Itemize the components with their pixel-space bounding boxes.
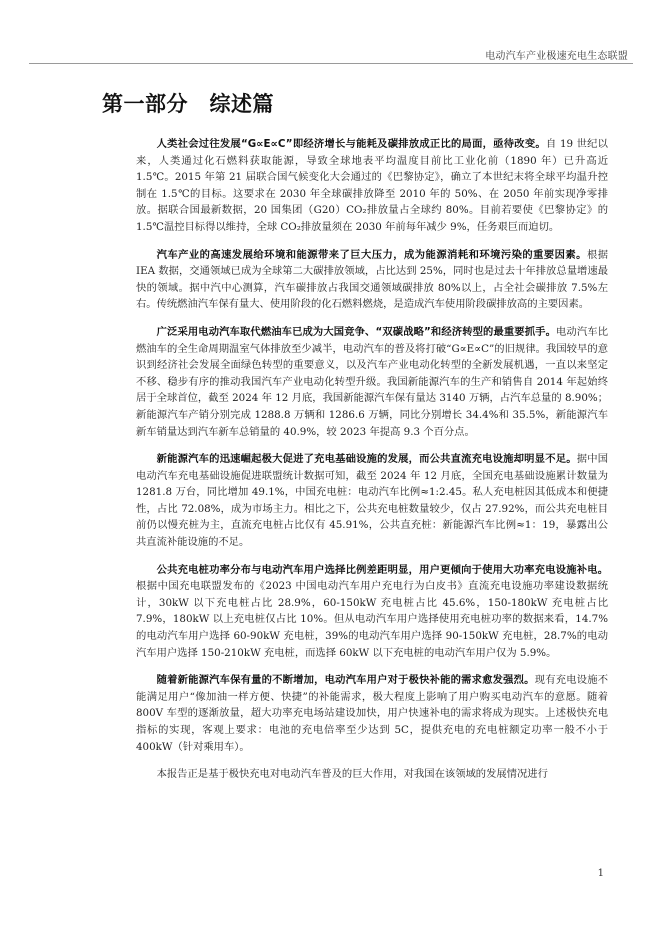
body-text (136, 136, 608, 794)
paragraph-body: 本报告正是基于极快充电对电动汽车普及的巨大作用，对我国在该领域的发展情况进行 (156, 768, 548, 781)
page-number: 1 (597, 868, 604, 879)
paragraph-fast-charging-demand (136, 672, 608, 755)
paragraph-charger-power (136, 562, 608, 662)
paragraph-body: 现有充电设施不能满足用户“像加油一样方便、快捷”的补能需求，极大程度上影响了用户购买电动汽车的意愿。随着 800V 车型的逐渐放量，超大功率充电场站建设加快，用户快速补电的需求将成为现实。上述极快充电指标的实现，客观上要求：电池的充电倍率至少达到 5C，提供充电的充电桩额定功率一般不小于 400kW（针对乘用车）。 (136, 674, 609, 753)
paragraph-lead: 人类社会过往发展“G∝E∝C”即经济增长与能耗及碳排放成正比的局面，亟待改变。 (156, 138, 546, 150)
paragraph-lead: 广泛采用电动汽车取代燃油车已成为大国竞争、“双碳战略”和经济转型的最重要抓手。 (156, 325, 556, 338)
paragraph-lead: 公共充电桩功率分布与电动汽车用户选择比例差距明显，用户更倾向于使用大功率充电设施补电。 (156, 563, 608, 576)
running-header: 电动汽车产业极速充电生态联盟 (485, 51, 628, 62)
paragraph-lead: 汽车产业的高速发展给环境和能源带来了巨大压力，成为能源消耗和环境污染的重要因素。 (156, 248, 587, 261)
paragraph-lead: 新能源汽车的迅速崛起极大促进了充电基础设施的发展，而公共直流充电设施却明显不足。 (156, 453, 577, 466)
paragraph-body: 根据中国充电联盟发布的《2023 中国电动汽车用户充电行为白皮书》直流充电设施功率建设数据统计，30kW 以下充电桩占比 28.9%，60-150kW 充电桩占比 45.6%，150-180kW 充电桩占比 7.9%，180kW 以上充电桩仅占比 10%。但从电动汽车用户选择使用充电桩功率的数据来看，14.7%的电动汽车用户选择 60-90kW 充电桩，39%的电动汽车用户选择 90-150kW 充电桩，28.7%的电动汽车用户选择 150-210kW 充电桩，而选择 60kW 以下充电桩的电动汽车用户仅为 5.9%。 (136, 580, 608, 659)
paragraph-body: 自 19 世纪以来，人类通过化石燃料获取能源，导致全球地表平均温度目前比工业化前（1890 年）已升高近 1.5℃。2015 年第 21 届联合国气候变化大会通过的《巴黎协定》，确立了本世纪末将全球平均温升控制在 1.5℃的目标。这要求在 2030 年全球碳排放降至 2010 年的 50%、在 2050 年前实现净零排放。据联合国最新数据，20 国集团（G20）CO₂排放量占全球约 80%。目前若要使《巴黎协定》的 1.5℃温控目标得以维持，全球 CO₂排放量须在 2030 年前每年减少 9%，任务艰巨而迫切。 (136, 138, 608, 233)
paragraph-lead: 随着新能源汽车保有量的不断增加，电动汽车用户对于极快补能的需求愈发强烈。 (156, 674, 535, 687)
paragraph-report-intro (136, 766, 608, 783)
paragraph-emissions (136, 136, 608, 236)
header-divider (29, 63, 633, 64)
paragraph-body: 电动汽车比燃油车的全生命周期温室气体排放至少减半，电动汽车的普及将打破“G∝E∝C”的旧规律。我国较早的意识到经济社会发展全面绿色转型的重要意义，以及汽车产业电动化转型的全新发展机遇，一直以来坚定不移、稳步有序的推动我国汽车产业电动化转型升级。我国新能源汽车的生产和销售自 2014 年起始终居于全球首位，截至 2024 年 12 月底，我国新能源汽车保有量达 3140 万辆，占汽车总量的 8.90%；新能源汽车产销分别完成 1288.8 万辆和 1286.6 万辆，同比分别增长 34.4%和 35.5%，新能源汽车新车销量达到汽车新车总销量的 40.9%，较 2023 年提高 9.3 个百分点。 (136, 325, 608, 438)
paragraph-body: 据中国电动汽车充电基础设施促进联盟统计数据可知，截至 2024 年 12 月底，全国充电基础设施累计数量为 1281.8 万台，同比增加 49.1%，中国充电桩：电动汽车比例≈1:2.45。私人充电桩因其低成本和便捷性，占比 72.08%，成为市场主力。相比之下，公共充电桩数量较少，仅占 27.92%，而公共充电桩目前仍以慢充桩为主，直流充电桩占比仅有 45.91%，公共直充桩：新能源汽车比例≈1：19，暴露出公共直流补能设施的不足。 (136, 453, 609, 549)
paragraph-body: 根据 IEA 数据，交通领域已成为全球第二大碳排放领域，占比达到 25%，同时也是过去十年排放总量增速最快的领域。据中汽中心测算，汽车碳排放占我国交通领域碳排放 80%以上，占全社会碳排放 7.5%左右。传统燃油汽车保有量大、使用阶段的化石燃料燃烧，是造成汽车使用阶段碳排放高的主要因素。 (136, 248, 609, 311)
paragraph-charging-infrastructure (136, 451, 608, 551)
page-title: 第一部分 综述篇 (102, 92, 274, 116)
paragraph-auto-industry (136, 247, 608, 313)
paragraph-ev-adoption (136, 324, 608, 440)
